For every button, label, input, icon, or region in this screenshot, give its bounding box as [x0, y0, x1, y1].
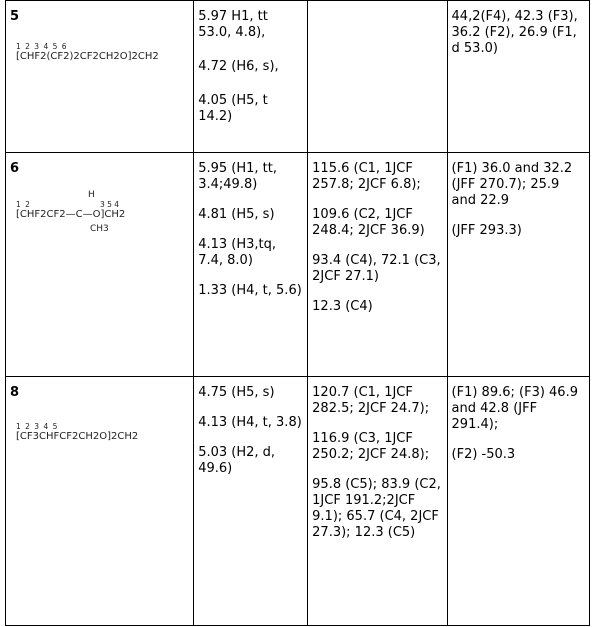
- atom-numbering-right: 3 5 4: [100, 200, 120, 209]
- h-shift: 5.97 H1, tt 53.0, 4.8),: [198, 9, 268, 40]
- atom-numbering: 1 2 3 4 5 6: [16, 42, 68, 51]
- h-shift: 4.72 (H6, s),: [198, 59, 279, 74]
- h-shift: 5.95 (H1, tt, 3.4;49.8): [198, 161, 278, 192]
- h-shift: 4.13 (H3,tq, 7.4, 8.0): [198, 237, 277, 268]
- substituent-ch3: CH3: [90, 224, 109, 234]
- f-nmr-cell: [447, 1, 589, 153]
- c-nmr-cell: [308, 153, 447, 377]
- compound-number: 6: [10, 161, 20, 176]
- compound-number: 5: [10, 9, 20, 24]
- table-row: [6, 1, 590, 153]
- c-shift: 109.6 (C2, 1JCF 248.4; 2JCF 36.9): [312, 207, 425, 238]
- h-shift: 4.05 (H5, t 14.2): [198, 93, 268, 124]
- structure-formula: [CHF2(CF2)2CF2CH2O]2CH2: [16, 51, 159, 62]
- h-shift: 5.03 (H2, d, 49.6): [198, 445, 276, 476]
- compound-cell: [6, 1, 194, 153]
- table-row: [6, 377, 590, 626]
- c-shift: 93.4 (C4), 72.1 (C3, 2JCF 27.1): [312, 253, 441, 284]
- structure-diagram: [10, 39, 189, 89]
- h-shift: 1.33 (H4, t, 5.6): [198, 283, 302, 298]
- f-shift: (F2) -50.3: [451, 447, 516, 462]
- f-nmr-cell: [447, 377, 589, 626]
- h-nmr-cell: [194, 377, 308, 626]
- c-nmr-cell: [308, 1, 447, 153]
- f-nmr-cell: [447, 153, 589, 377]
- nmr-data-table: [5, 0, 590, 626]
- structure-diagram: [10, 187, 189, 247]
- h-shift: 4.75 (H5, s): [198, 385, 275, 400]
- structure-formula: [CF3CHFCF2CH2O]2CH2: [16, 431, 139, 442]
- h-shift: 4.13 (H4, t, 3.8): [198, 415, 302, 430]
- f-shift: (F1) 36.0 and 32.2 (JFF 270.7); 25.9 and 22.9: [451, 161, 573, 208]
- h-nmr-cell: [194, 153, 308, 377]
- atom-numbering: 1 2 3 4 5: [16, 422, 59, 431]
- c-shift: 115.6 (C1, 1JCF 257.8; 2JCF 6.8);: [312, 161, 421, 192]
- compound-cell: [6, 377, 194, 626]
- substituent-h: H: [88, 190, 95, 200]
- c-shift: 12.3 (C4): [312, 299, 373, 314]
- f-shift: (F1) 89.6; (F3) 46.9 and 42.8 (JFF 291.4);: [451, 385, 578, 432]
- f-shift: (JFF 293.3): [451, 223, 522, 238]
- structure-formula: [CHF2CF2—C—O]CH2: [16, 209, 126, 220]
- c-shift: 116.9 (C3, 1JCF 250.2; 2JCF 24.8);: [312, 431, 430, 462]
- h-nmr-cell: [194, 1, 308, 153]
- c-shift: 95.8 (C5); 83.9 (C2, 1JCF 191.2;2JCF 9.1); 65.7 (C4, 2JCF 27.3); 12.3 (C5): [312, 477, 441, 540]
- compound-number: 8: [10, 385, 20, 400]
- compound-cell: [6, 153, 194, 377]
- c-nmr-cell: [308, 377, 447, 626]
- c-shift: 120.7 (C1, 1JCF 282.5; 2JCF 24.7);: [312, 385, 430, 416]
- h-shift: 4.81 (H5, s): [198, 207, 275, 222]
- atom-numbering: 1 2: [16, 200, 31, 209]
- structure-diagram: [10, 419, 189, 469]
- table-row: [6, 153, 590, 377]
- f-shift: 44,2(F4), 42.3 (F3), 36.2 (F2), 26.9 (F1, d 53.0): [451, 9, 578, 56]
